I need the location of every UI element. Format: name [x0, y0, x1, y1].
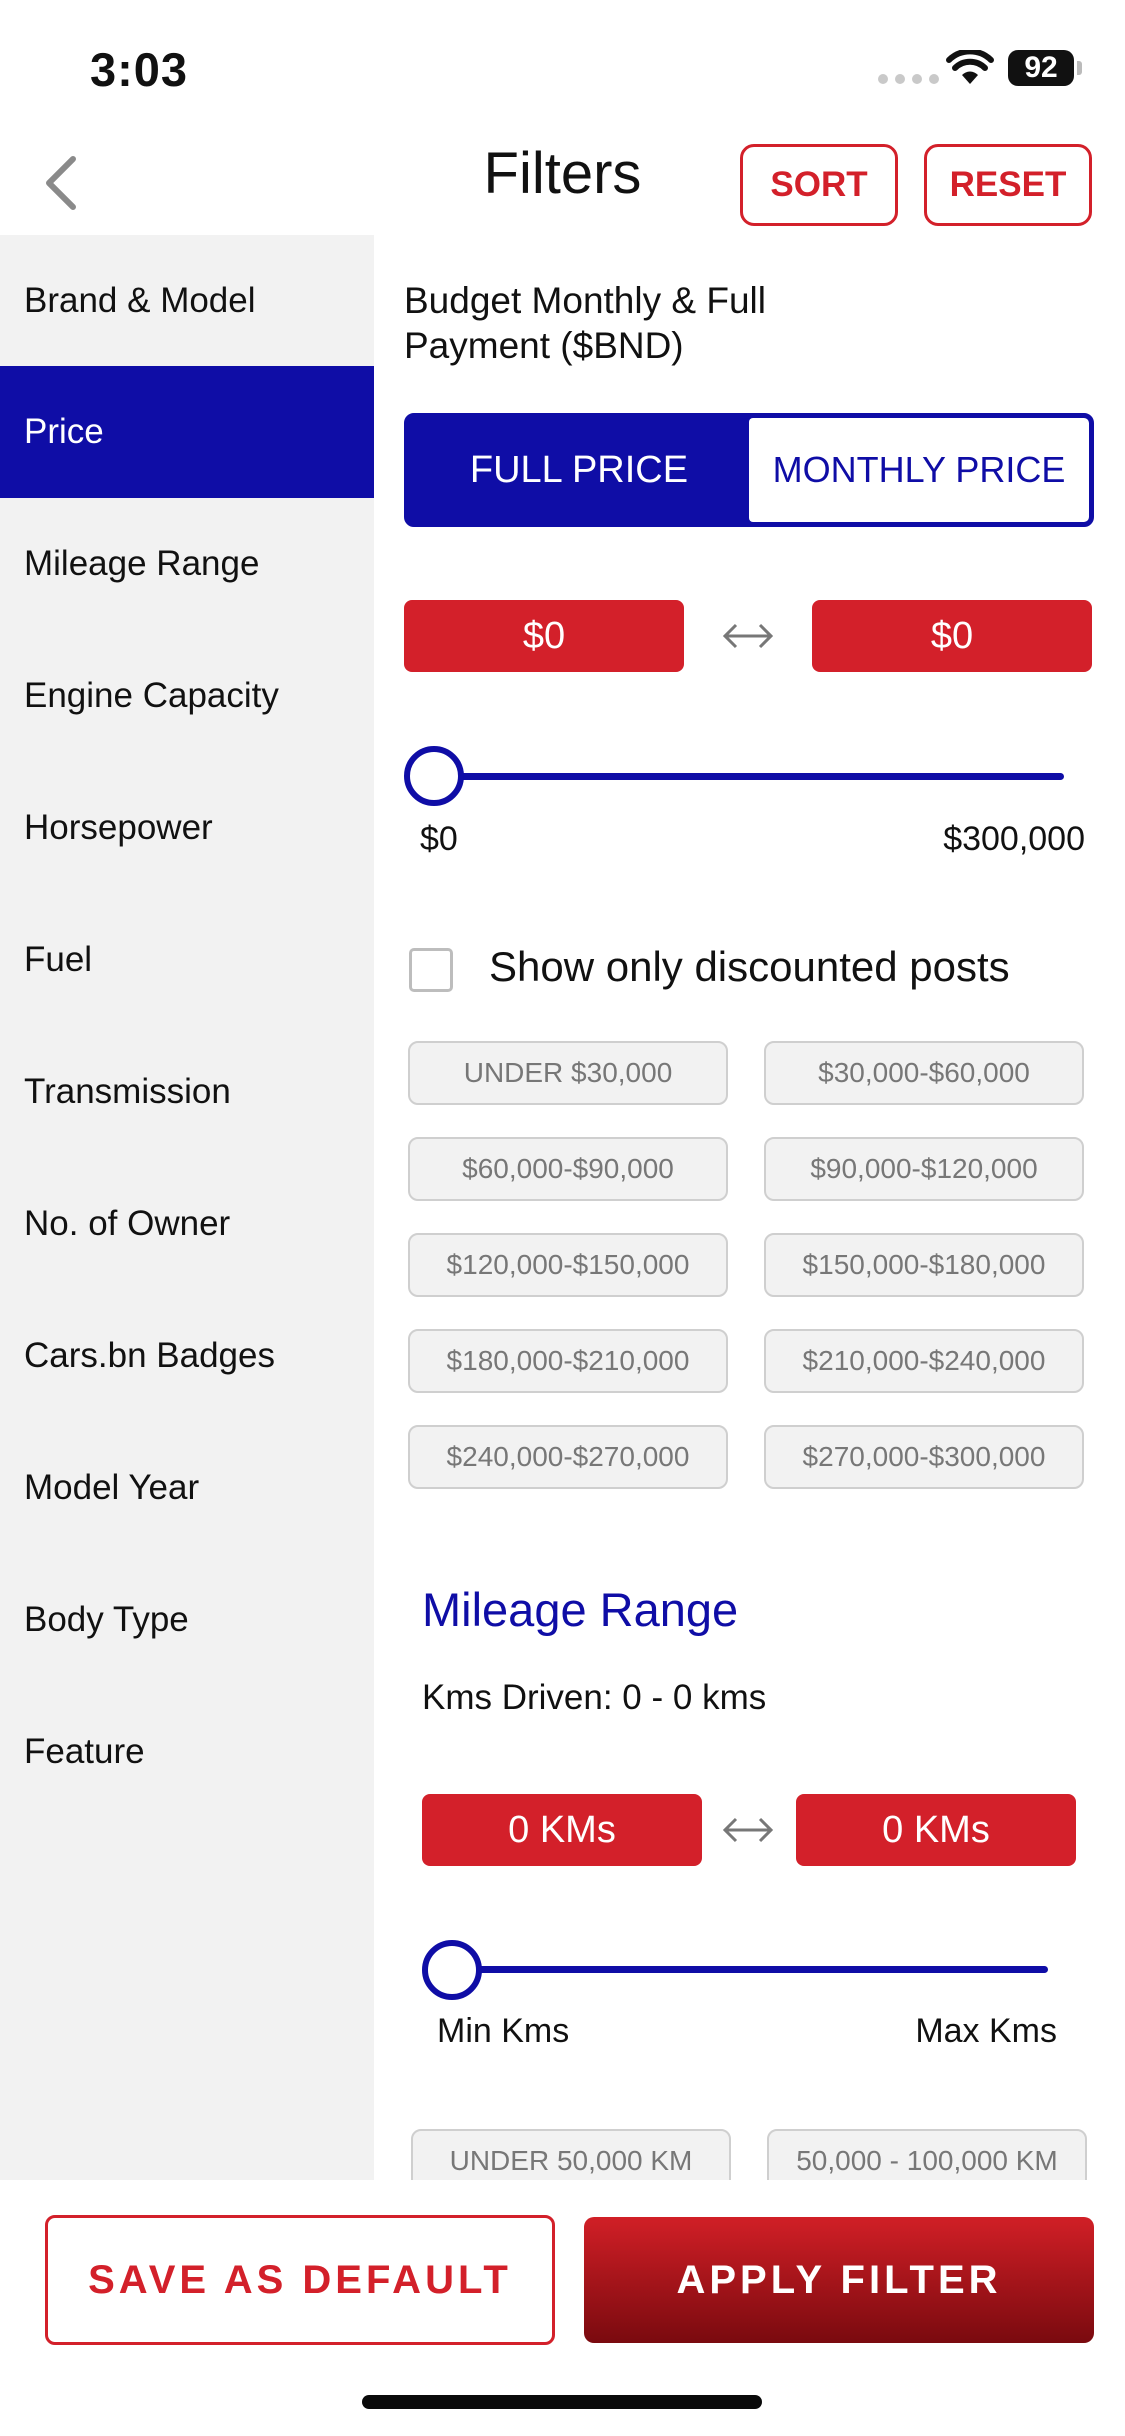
- price-range-chip[interactable]: $60,000-$90,000: [408, 1137, 728, 1201]
- mileage-range-chip[interactable]: 50,000 - 100,000 KM: [767, 2129, 1087, 2180]
- mileage-section-title: Mileage Range: [422, 1583, 739, 1636]
- filter-sidebar: [0, 235, 374, 2180]
- price-range-chip[interactable]: $150,000-$180,000: [764, 1233, 1084, 1297]
- sidebar-item-transmission[interactable]: Transmission: [24, 1072, 231, 1111]
- cellular-signal-icon: [878, 74, 939, 84]
- save-as-default-button[interactable]: SAVE AS DEFAULT: [45, 2215, 555, 2345]
- sidebar-item-cars-bn-badges[interactable]: Cars.bn Badges: [24, 1336, 275, 1375]
- price-slider-handle[interactable]: [404, 746, 464, 806]
- sidebar-item-mileage-range[interactable]: Mileage Range: [24, 544, 260, 583]
- price-slider-track[interactable]: [434, 773, 1064, 780]
- monthly-price-option[interactable]: MONTHLY PRICE: [749, 418, 1089, 522]
- sidebar-item-body-type[interactable]: Body Type: [24, 1600, 189, 1639]
- sidebar-item-feature[interactable]: Feature: [24, 1732, 145, 1771]
- discount-checkbox-label[interactable]: Show only discounted posts: [489, 943, 1010, 990]
- sort-button[interactable]: SORT: [740, 144, 898, 226]
- wifi-icon: [946, 50, 994, 86]
- status-bar: [0, 0, 1125, 130]
- price-range-chip[interactable]: $30,000-$60,000: [764, 1041, 1084, 1105]
- sidebar-item-model-year[interactable]: Model Year: [24, 1468, 200, 1507]
- sidebar-item-price[interactable]: Price: [0, 366, 374, 498]
- double-arrow-icon: [722, 1815, 774, 1845]
- sidebar-item-fuel[interactable]: Fuel: [24, 940, 93, 979]
- sidebar-item-engine-capacity[interactable]: Engine Capacity: [24, 676, 279, 715]
- price-range-chip[interactable]: $180,000-$210,000: [408, 1329, 728, 1393]
- price-slider-max-label: $300,000: [943, 820, 1085, 858]
- mileage-slider-max-label: Max Kms: [915, 2012, 1057, 2050]
- mileage-slider-handle[interactable]: [422, 1940, 482, 2000]
- price-range-chip[interactable]: $120,000-$150,000: [408, 1233, 728, 1297]
- price-range-chip[interactable]: $210,000-$240,000: [764, 1329, 1084, 1393]
- mileage-min-input[interactable]: 0 KMs: [422, 1794, 702, 1866]
- double-arrow-icon: [722, 621, 774, 651]
- apply-filter-button[interactable]: APPLY FILTER: [584, 2217, 1094, 2343]
- mileage-max-input[interactable]: 0 KMs: [796, 1794, 1076, 1866]
- full-price-option[interactable]: FULL PRICE: [409, 418, 749, 522]
- kms-driven-text: Kms Driven: 0 - 0 kms: [422, 1678, 767, 1717]
- sidebar-item-horsepower[interactable]: Horsepower: [24, 808, 213, 847]
- price-slider-min-label: $0: [420, 820, 458, 858]
- price-range-chip[interactable]: UNDER $30,000: [408, 1041, 728, 1105]
- price-section-title: Budget Monthly & Full Payment ($BND): [404, 280, 766, 366]
- price-type-toggle: [404, 413, 1094, 527]
- sidebar-item-no-of-owner[interactable]: No. of Owner: [24, 1204, 231, 1243]
- price-range-chip[interactable]: $270,000-$300,000: [764, 1425, 1084, 1489]
- battery-tip: [1077, 61, 1082, 75]
- price-max-input[interactable]: $0: [812, 600, 1092, 672]
- mileage-range-chip[interactable]: UNDER 50,000 KM: [411, 2129, 731, 2180]
- filter-content[interactable]: [374, 235, 1125, 2180]
- discount-checkbox[interactable]: [409, 948, 453, 992]
- price-range-chip[interactable]: $240,000-$270,000: [408, 1425, 728, 1489]
- page-title: Filters: [483, 141, 642, 206]
- reset-button[interactable]: RESET: [924, 144, 1092, 226]
- status-time: 3:03: [90, 43, 189, 96]
- header: [0, 130, 1125, 235]
- sidebar-item-brand-model[interactable]: Brand & Model: [24, 281, 256, 320]
- mileage-slider-min-label: Min Kms: [437, 2012, 570, 2050]
- bottom-action-bar: [0, 2180, 1125, 2436]
- home-indicator: [362, 2395, 762, 2409]
- battery-icon: 92: [1008, 50, 1074, 86]
- mileage-slider-track[interactable]: [452, 1966, 1048, 1973]
- price-min-input[interactable]: $0: [404, 600, 684, 672]
- price-range-chip[interactable]: $90,000-$120,000: [764, 1137, 1084, 1201]
